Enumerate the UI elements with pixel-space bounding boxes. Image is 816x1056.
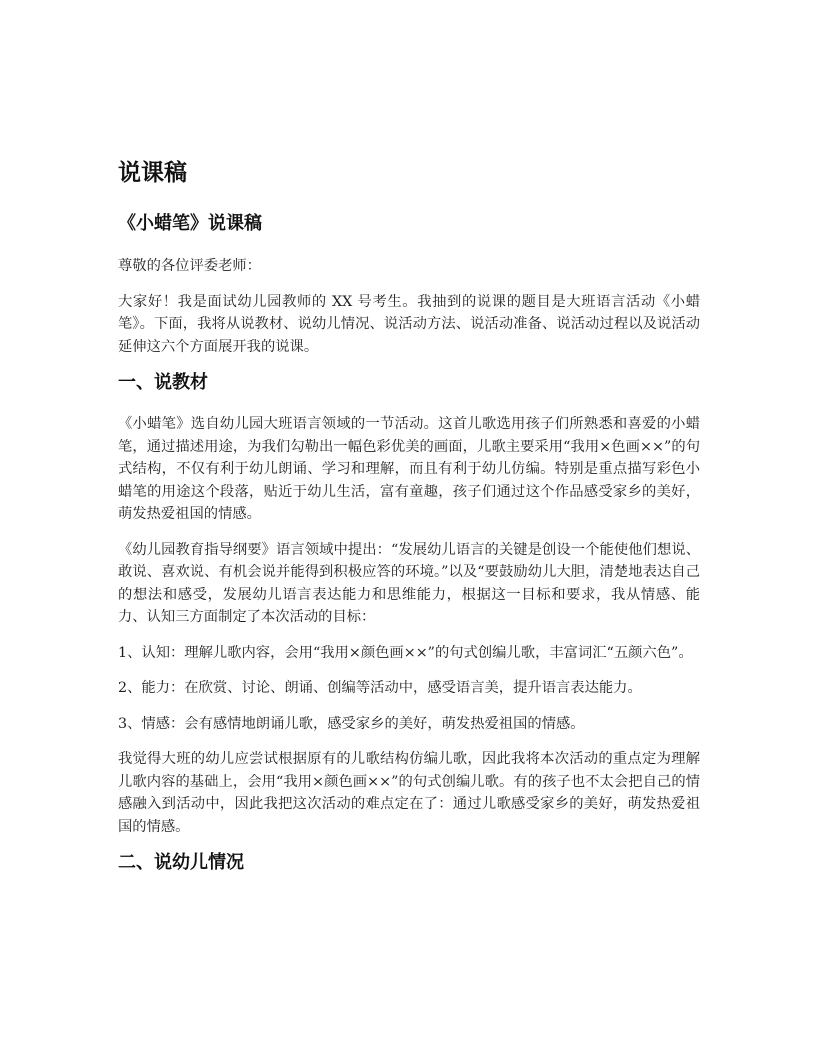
goal-cognition: 1、认知：理解儿歌内容，会用“我用×颜色画××”的句式创编儿歌，丰富词汇“五颜六色”。 [118, 644, 693, 661]
textbook-paragraph-2: 《幼儿园教育指导纲要》语言领域中提出：“发展幼儿语言的关键是创设一个能使他们想说、敢说、喜欢说、有机会说并能得到积极应答的环境。”以及“要鼓励幼儿大胆，清楚地表达自己的想法和感受，发展幼儿语言表达能力和思维能力，根据这一目标和要求，我从情感、能力、认知三方面制定了本次活动的目标： [118, 541, 700, 625]
goal-emotion: 3、情感：会有感情地朗诵儿歌，感受家乡的美好，萌发热爱祖国的情感。 [118, 715, 585, 732]
section-heading-textbook: 一、说教材 [118, 372, 208, 393]
lesson-title: 《小蜡笔》说课稿 [118, 213, 262, 234]
textbook-paragraph-3: 我觉得大班的幼儿应尝试根据原有的儿歌结构仿编儿歌，因此我将本次活动的重点定为理解儿歌内容的基础上，会用“我用×颜色画××”的句式创编儿歌。有的孩子也不太会把自己的情感融入到活动中，因此我把这次活动的难点定在了：通过儿歌感受家乡的美好，萌发热爱祖国的情感。 [118, 751, 700, 835]
goal-ability: 2、能力：在欣赏、讨论、朗诵、创编等活动中，感受语言美，提升语言表达能力。 [118, 680, 642, 696]
greeting-paragraph: 尊敬的各位评委老师： [118, 258, 261, 274]
document-page [118, 150, 700, 893]
intro-paragraph: 大家好！我是面试幼儿园教师的 XX 号考生。我抽到的说课的题目是大班语言活动《小蜡笔》。下面，我将从说教材、说幼儿情况、说活动方法、说活动准备、说活动过程以及说活动延伸这六个方面展开我的说课。 [118, 293, 700, 355]
document-title: 说课稿 [118, 160, 187, 186]
textbook-paragraph-1: 《小蜡笔》选自幼儿园大班语言领域的一节活动。这首儿歌选用孩子们所熟悉和喜爱的小蜡笔，通过描述用途，为我们勾勒出一幅色彩优美的画面，儿歌主要采用“我用×色画××”的句式结构，不仅有利于幼儿朗诵、学习和理解，而且有利于幼儿仿编。特别是重点描写彩色小蜡笔的用途这个段落，贴近于幼儿生活，富有童趣，孩子们通过这个作品感受家乡的美好，萌发热爱祖国的情感。 [118, 416, 700, 522]
section-heading-children: 二、说幼儿情况 [118, 852, 244, 873]
